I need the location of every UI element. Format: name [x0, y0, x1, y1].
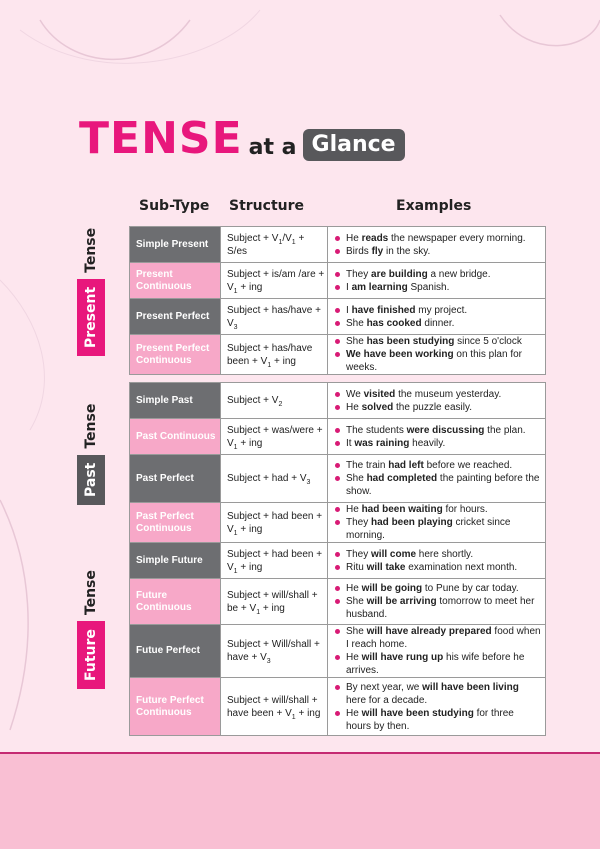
examples-cell [328, 383, 546, 419]
examples-cell [328, 335, 546, 375]
example-item: It was raining heavily. [334, 437, 541, 450]
group-word-past: Tense [83, 403, 99, 449]
structure-cell: Subject + will/shall + have been + $V_1$ + ing [221, 678, 328, 736]
example-item: He solved the puzzle easily. [334, 401, 541, 414]
example-item: They will come here shortly. [334, 548, 541, 561]
table-row [130, 263, 546, 299]
structure-cell: Subject + has/have been + $V_1$ + ing [221, 335, 328, 375]
example-item: I have finished my project. [334, 304, 541, 317]
bullet-icon [335, 352, 340, 357]
table-row [130, 455, 546, 503]
example-item: He reads the newspaper every morning. [334, 232, 541, 245]
subtype-cell: Past Perfect Continuous [130, 503, 221, 543]
example-item: He will have been studying for three hours by then. [334, 707, 541, 733]
header-subtype: Sub-Type [139, 198, 210, 214]
title-at-a: at a [248, 135, 297, 160]
bullet-icon [335, 685, 340, 690]
bullet-icon [335, 272, 340, 277]
table-row [130, 335, 546, 375]
header-examples: Examples [396, 198, 472, 214]
page-title [79, 112, 405, 162]
example-item: He will have rung up his wife before he arrives. [334, 651, 541, 677]
subtype-cell: Simple Past [130, 383, 221, 419]
example-item: The students were discussing the plan. [334, 424, 541, 437]
structure-cell: Subject + was/were + $V_1$ + ing [221, 419, 328, 455]
group-label-present [76, 227, 106, 356]
bullet-icon [335, 236, 340, 241]
example-item: She will be arriving tomorrow to meet her husband. [334, 595, 541, 621]
bullet-icon [335, 339, 340, 344]
bullet-icon [335, 441, 340, 446]
table-row [130, 503, 546, 543]
group-word-future: Tense [83, 570, 99, 616]
example-item: She had completed the painting before the show. [334, 472, 541, 498]
example-item: She has cooked dinner. [334, 317, 541, 330]
table-row [130, 383, 546, 419]
bullet-icon [335, 321, 340, 326]
subtype-cell: Present Perfect Continuous [130, 335, 221, 375]
bullet-icon [335, 405, 340, 410]
structure-cell: Subject + had been + $V_1$ + ing [221, 543, 328, 579]
example-item: Ritu will take examination next month. [334, 561, 541, 574]
table-row [130, 227, 546, 263]
structure-cell: Subject + $V_1/V_1 + S/es$ [221, 227, 328, 263]
subtype-cell: Futue Perfect [130, 625, 221, 678]
example-item: We visited the museum yesterday. [334, 388, 541, 401]
examples-cell [328, 227, 546, 263]
example-item: They are building a new bridge. [334, 268, 541, 281]
subtype-cell: Present Perfect [130, 299, 221, 335]
example-item: We have been working on this plan for weeks. [334, 348, 541, 374]
bullet-icon [335, 392, 340, 397]
examples-cell [328, 625, 546, 678]
examples-cell [328, 503, 546, 543]
subtype-cell: Simple Present [130, 227, 221, 263]
examples-cell [328, 299, 546, 335]
example-item: He will be going to Pune by car today. [334, 582, 541, 595]
structure-cell: Subject + had been + $V_1$ + ing [221, 503, 328, 543]
bullet-icon [335, 507, 340, 512]
bullet-icon [335, 629, 340, 634]
examples-cell [328, 579, 546, 625]
example-item: By next year, we will have been living here for a decade. [334, 681, 541, 707]
bullet-icon [335, 565, 340, 570]
subtype-cell: Past Perfect [130, 455, 221, 503]
examples-cell [328, 455, 546, 503]
group-box-past: Past [77, 455, 105, 505]
bullet-icon [335, 428, 340, 433]
bullet-icon [335, 552, 340, 557]
subtype-cell: Future Perfect Continuous [130, 678, 221, 736]
bullet-icon [335, 249, 340, 254]
structure-cell: Subject + has/have + $V_3$ [221, 299, 328, 335]
example-item: She has been studying since 5 o'clock [334, 335, 541, 348]
bullet-icon [335, 655, 340, 660]
table-row [130, 678, 546, 736]
bullet-icon [335, 599, 340, 604]
examples-cell [328, 263, 546, 299]
structure-cell: Subject + Will/shall + have + $V_3$ [221, 625, 328, 678]
example-item: I am learning Spanish. [334, 281, 541, 294]
example-item: He had been waiting for hours. [334, 503, 541, 516]
title-tense: TENSE [79, 113, 243, 164]
structure-cell: Subject + $V_2$ [221, 383, 328, 419]
bullet-icon [335, 463, 340, 468]
example-item: The train had left before we reached. [334, 459, 541, 472]
group-box-future: Future [77, 621, 105, 689]
table-row [130, 299, 546, 335]
table-row [130, 625, 546, 678]
bullet-icon [335, 586, 340, 591]
table-row [130, 579, 546, 625]
examples-cell [328, 419, 546, 455]
group-box-present: Present [77, 279, 105, 356]
group-word-present: Tense [83, 227, 99, 273]
subtype-cell: Future Continuous [130, 579, 221, 625]
bullet-icon [335, 308, 340, 313]
present-tense-table [129, 226, 546, 375]
subtype-cell: Simple Future [130, 543, 221, 579]
group-label-past [76, 403, 106, 505]
subtype-cell: Present Continuous [130, 263, 221, 299]
structure-cell: Subject + is/am $/are + V_1$ + ing [221, 263, 328, 299]
examples-cell [328, 678, 546, 736]
bullet-icon [335, 711, 340, 716]
header-structure: Structure [229, 198, 305, 214]
examples-cell [328, 543, 546, 579]
bullet-icon [335, 476, 340, 481]
example-item: They had been playing cricket since morning. [334, 516, 541, 542]
table-row [130, 543, 546, 579]
group-label-future [76, 570, 106, 689]
example-item: Birds fly in the sky. [334, 245, 541, 258]
bullet-icon [335, 285, 340, 290]
structure-cell: Subject + will/shall + be + $V_1$ + ing [221, 579, 328, 625]
past-future-table [129, 382, 546, 736]
bullet-icon [335, 520, 340, 525]
subtype-cell: Past Continuous [130, 419, 221, 455]
example-item: She will have already prepared food when I reach home. [334, 625, 541, 651]
structure-cell: Subject + had + $V_3$ [221, 455, 328, 503]
footer-band [0, 752, 600, 849]
title-glance: Glance [303, 129, 405, 161]
table-row [130, 419, 546, 455]
